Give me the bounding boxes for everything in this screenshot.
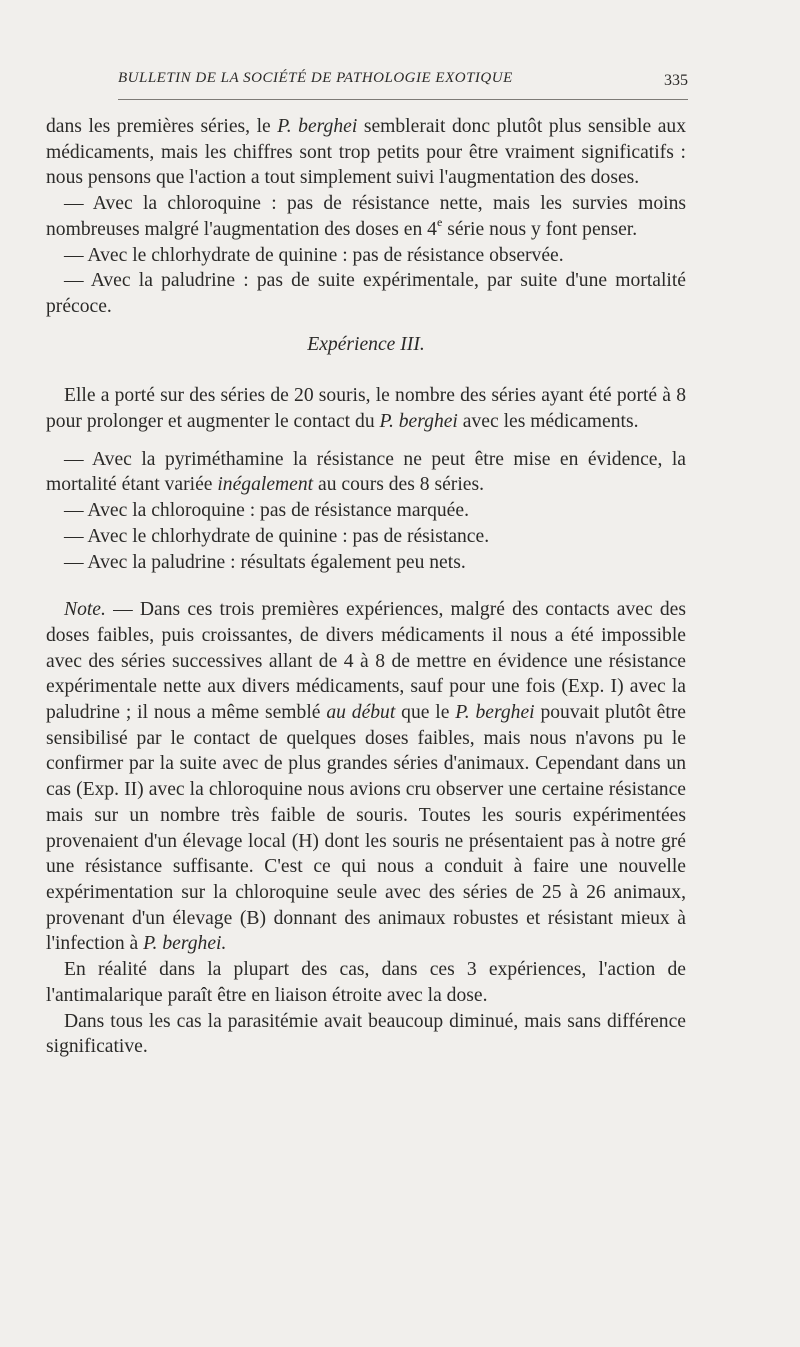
paragraph-conclusion: En réalité dans la plupart des cas, dans ces 3 expériences, l'action de l'antimalarique paraît être en liaison étroite avec la dose. <box>46 959 686 1006</box>
header-rule <box>118 99 688 100</box>
running-title: BULLETIN DE LA SOCIÉTÉ DE PATHOLOGIE EXOTIQUE <box>118 70 513 86</box>
paragraph-exp3-intro: Elle a porté sur des séries de 20 souris, le nombre des séries ayant été porté à 8 pour prolonger et augmenter le contact du P. berghei avec les médicaments. <box>46 385 686 433</box>
paragraph-chloroquine-2: — Avec la chloroquine : pas de résistance marquée. <box>64 500 469 522</box>
paragraph-chloroquine: — Avec la chloroquine : pas de résistance nette, mais les survies moins nombreuses malgré l'augmentation des doses en 4e série nous y font penser. <box>46 193 686 240</box>
section-heading: Expérience III. <box>307 333 425 355</box>
paragraph-note: Note. — Dans ces trois premières expériences, malgré des contacts avec des doses faibles, puis croissantes, de divers médicaments il nous a été impossible avec des séries successives allant de 4 à 8 de mettre en évidence une résistance expérimentale nette aux divers médicaments, sauf pour une fois (Exp. I) avec la paludrine ; il nous a même semblé au début que le P. berghei pouvait plutôt être sensibilisé par le contact de quelques doses faibles, mais nous n'avons pu le confirmer par la suite avec de plus grandes séries d'animaux. Cependant dans un cas (Exp. II) avec la chloroquine nous avions cru observer une certaine résistance mais sur un nombre très faible de souris. Toutes les souris expérimentées provenaient d'un élevage local (H) dont les souris ne présentaient pas à notre gré une résistance suffisante. C'est ce qui nous a conduit à faire une nouvelle expérimentation sur la chloroquine seule avec des séries de 25 à 26 animaux, provenant d'un élevage (B) donnant des animaux robustes et résistant mieux à l'infection à P. berghei. <box>46 599 686 955</box>
note-label: Note. <box>64 599 106 621</box>
paragraph-quinine: — Avec le chlorhydrate de quinine : pas de résistance observée. <box>64 244 564 266</box>
paragraph-paludrine-2: — Avec la paludrine : résultats également peu nets. <box>64 551 466 573</box>
paragraph-paludrine: — Avec la paludrine : pas de suite expérimentale, par suite d'une mortalité précoce. <box>46 270 686 317</box>
article-body <box>46 114 686 1060</box>
paragraph-pyrimethamine: — Avec la pyriméthamine la résistance ne peut être mise en évidence, la mortalité étant variée inégalement au cours des 8 séries. <box>46 448 686 496</box>
species-name: P. berghei <box>277 116 358 137</box>
page-number: 335 <box>664 72 688 89</box>
paragraph-1: dans les premières séries, le P. berghei semblerait donc plutôt plus sensible aux médicaments, mais les chiffres sont trop petits pour être vraiment significatifs : nous pensons que l'action a tout simplement suivi l'augmentation des doses. <box>46 116 686 189</box>
species-name: P. berghei. <box>143 933 227 955</box>
paragraph-quinine-2: — Avec le chlorhydrate de quinine : pas de résistance. <box>64 525 490 547</box>
species-name: P. berghei <box>379 411 458 433</box>
species-name: P. berghei <box>455 702 535 724</box>
paragraph-parasitemia: Dans tous les cas la parasitémie avait beaucoup diminué, mais sans différence significative. <box>46 1010 686 1058</box>
